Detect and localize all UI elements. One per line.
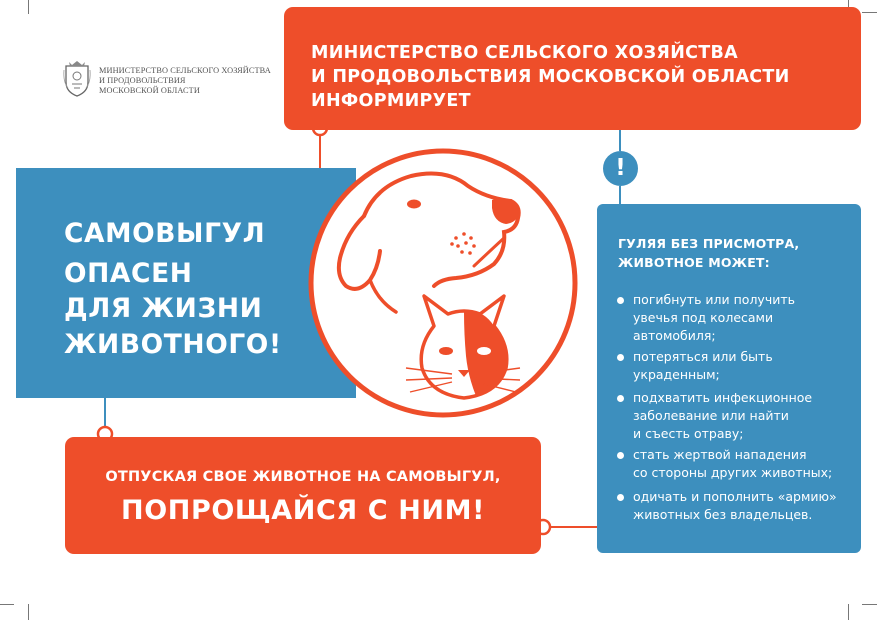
bullet-icon bbox=[617, 395, 624, 402]
list-item bbox=[621, 389, 812, 443]
list-item bbox=[621, 291, 795, 345]
list-item bbox=[621, 446, 832, 482]
ministry-name bbox=[99, 66, 271, 97]
bottom-banner-slogan: ПОПРОЩАЙСЯ С НИМ! bbox=[121, 495, 485, 526]
list-item-line: животных без владельцев. bbox=[633, 507, 813, 522]
list-item-line: со стороны других животных; bbox=[633, 465, 833, 480]
list-item-line: стать жертвой нападения bbox=[633, 447, 807, 462]
list-item bbox=[621, 488, 837, 524]
ministry-name-line: МОСКОВСКОЙ ОБЛАСТИ bbox=[99, 86, 200, 96]
moscow-region-coat-of-arms-icon bbox=[62, 58, 92, 98]
top-banner-line: ИНФОРМИРУЕТ bbox=[311, 91, 471, 111]
bottom-banner bbox=[65, 437, 541, 554]
headline-band bbox=[16, 168, 356, 398]
headline-line: ОПАСЕН bbox=[64, 258, 193, 289]
risks-heading-line: ГУЛЯЯ БЕЗ ПРИСМОТРА, bbox=[618, 236, 800, 251]
ministry-name-line: И ПРОДОВОЛЬСТВИЯ bbox=[99, 76, 186, 86]
top-banner-line: И ПРОДОВОЛЬСТВИЯ МОСКОВСКОЙ ОБЛАСТИ bbox=[311, 67, 790, 87]
bullet-icon bbox=[617, 452, 624, 459]
list-item-line: и съесть отраву; bbox=[633, 426, 744, 441]
top-banner-line: МИНИСТЕРСТВО СЕЛЬСКОГО ХОЗЯЙСТВА bbox=[311, 43, 739, 63]
exclamation-icon: ! bbox=[603, 151, 638, 186]
list-item bbox=[621, 348, 773, 384]
ministry-name-line: МИНИСТЕРСТВО СЕЛЬСКОГО ХОЗЯЙСТВА bbox=[99, 66, 271, 75]
bullet-icon bbox=[617, 354, 624, 361]
list-item-line: погибнуть или получить bbox=[633, 292, 795, 307]
bottom-banner-line: ОТПУСКАЯ СВОЕ ЖИВОТНОЕ НА САМОВЫГУЛ, bbox=[105, 469, 501, 485]
risks-heading-line: ЖИВОТНОЕ МОЖЕТ: bbox=[618, 255, 770, 270]
top-banner bbox=[284, 7, 861, 130]
list-item-line: заболевание или найти bbox=[633, 408, 789, 423]
list-item-line: одичать и пополнить «армию» bbox=[633, 489, 837, 504]
list-item-line: украденным; bbox=[633, 367, 720, 382]
bullet-icon bbox=[617, 297, 624, 304]
list-item-line: потеряться или быть bbox=[633, 349, 773, 364]
list-item-line: автомобиля; bbox=[633, 328, 716, 343]
risks-panel bbox=[597, 204, 861, 553]
list-item-line: подхватить инфекционное bbox=[633, 390, 813, 405]
headline-line: САМОВЫГУЛ bbox=[64, 218, 266, 249]
dog-and-cat-icon bbox=[306, 146, 580, 420]
risks-heading bbox=[618, 234, 799, 272]
headline-line: ДЛЯ ЖИЗНИ bbox=[64, 293, 263, 324]
list-item-line: увечья под колесами bbox=[633, 310, 774, 325]
headline-line: ЖИВОТНОГО! bbox=[64, 329, 282, 360]
bullet-icon bbox=[617, 494, 624, 501]
